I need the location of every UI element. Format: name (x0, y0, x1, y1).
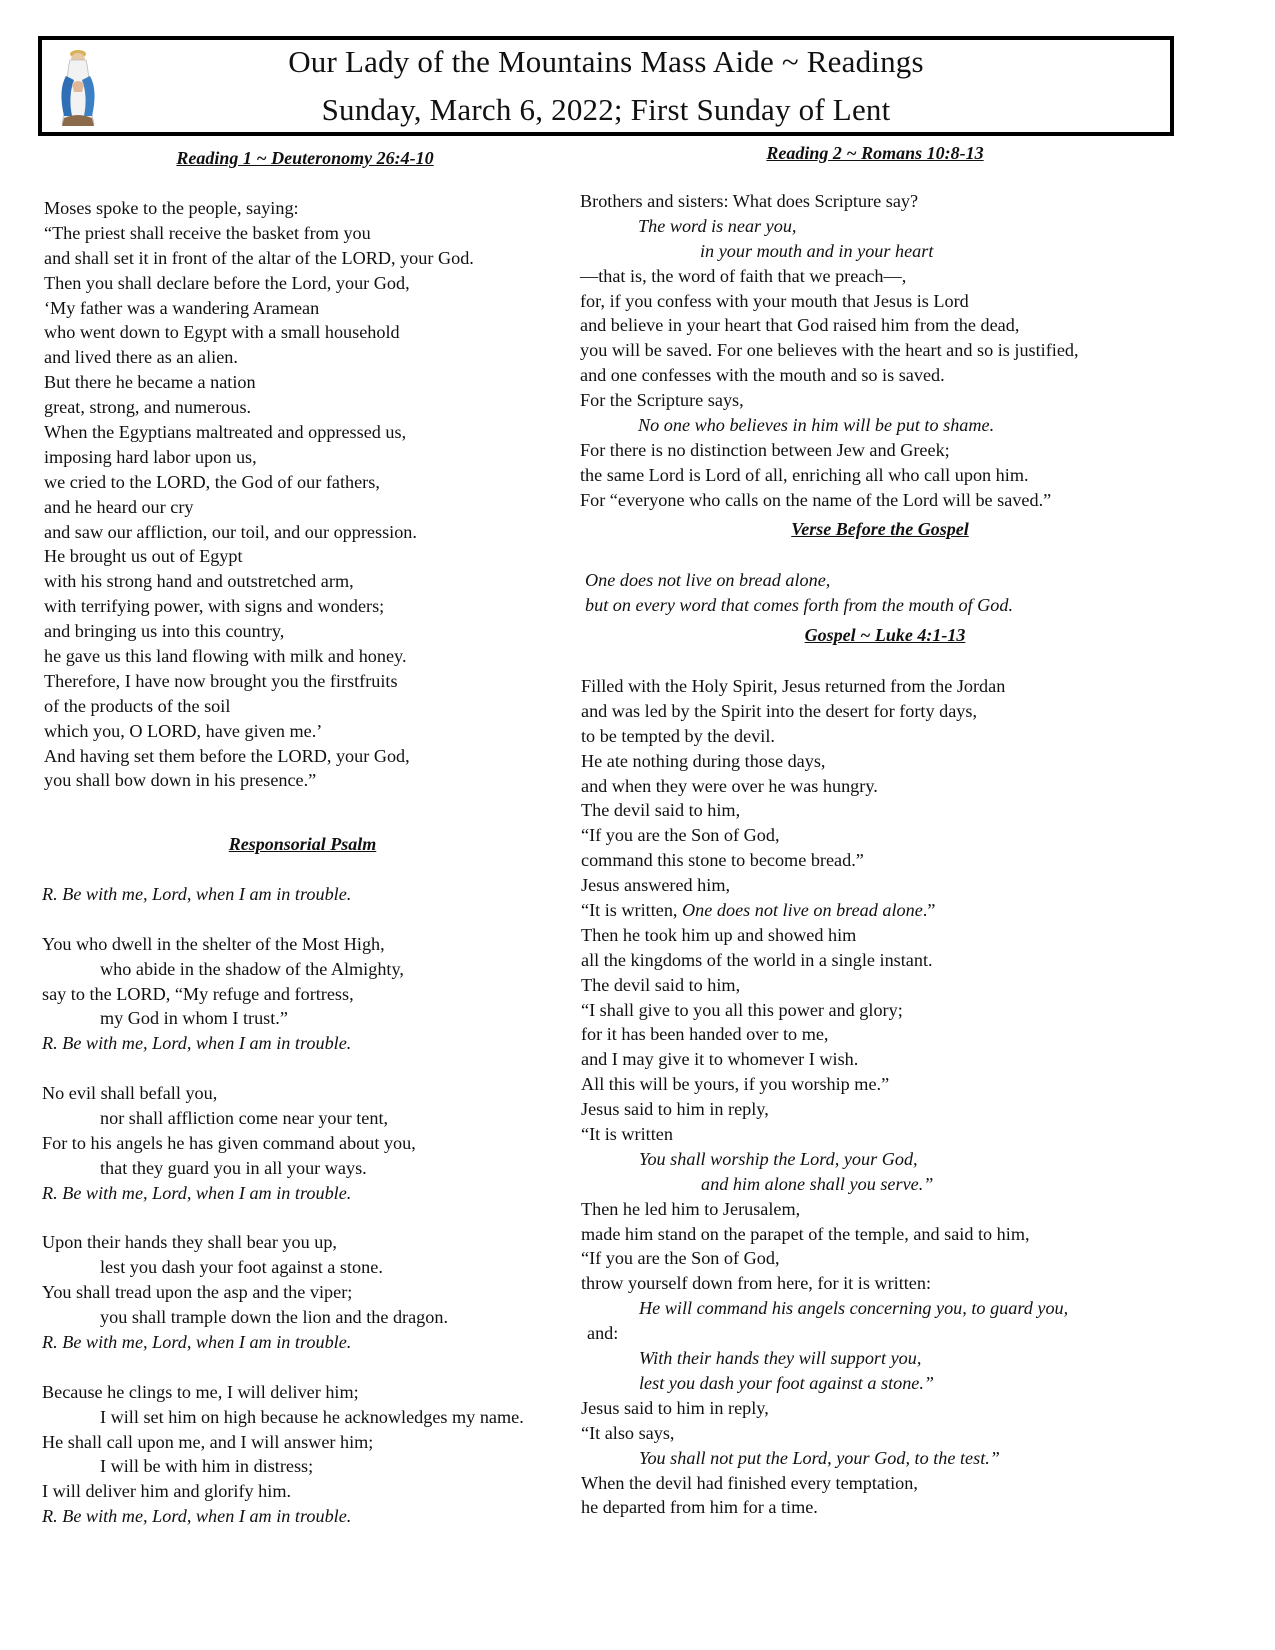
reading1-line: and he heard our cry (44, 496, 194, 517)
verse-body (585, 568, 1013, 618)
psalm-body (42, 882, 524, 1529)
reading2-line: For there is no distinction between Jew and Greek; (580, 439, 950, 460)
verse-line: but on every word that comes forth from the mouth of God. (585, 594, 1014, 615)
gospel-line: and when they were over he was hungry. (581, 775, 878, 796)
psalm-line: You who dwell in the shelter of the Most High, (42, 933, 385, 954)
psalm-line: For to his angels he has given command about you, (42, 1132, 416, 1153)
reading1-line: he gave us this land flowing with milk and honey. (44, 646, 407, 667)
gospel-line: and I may give it to whomever I wish. (581, 1049, 859, 1070)
psalm-line: He shall call upon me, and I will answer him; (42, 1431, 374, 1452)
psalm-line: lest you dash your foot against a stone. (100, 1257, 383, 1278)
gospel-line: With their hands they will support you, (639, 1348, 922, 1369)
gospel-line: “It is written (581, 1124, 673, 1145)
gospel-line: All this will be yours, if you worship me.” (581, 1074, 890, 1095)
reading1-line: And having set them before the LORD, your God, (44, 745, 410, 766)
gospel-line: and was led by the Spirit into the desert for forty days, (581, 700, 977, 721)
reading1-line: you shall bow down in his presence.” (44, 770, 317, 791)
reading2-line: you will be saved. For one believes with the heart and so is justified, (580, 340, 1079, 361)
gospel-line: and: (587, 1323, 619, 1344)
psalm-line: R. Be with me, Lord, when I am in trouble. (42, 1182, 352, 1203)
psalm-line: that they guard you in all your ways. (100, 1157, 367, 1178)
gospel-line: When the devil had finished every temptation, (581, 1472, 918, 1493)
gospel-line: lest you dash your foot against a stone.” (639, 1372, 935, 1393)
psalm-line: R. Be with me, Lord, when I am in trouble. (42, 1506, 352, 1527)
reading1-line: Moses spoke to the people, saying: (44, 198, 299, 218)
psalm-line: Because he clings to me, I will deliver him; (42, 1381, 359, 1402)
reading2-heading: Reading 2 ~ Romans 10:8-13 (766, 143, 984, 163)
psalm-line: my God in whom I trust.” (100, 1008, 288, 1029)
reading2-line: For “everyone who calls on the name of the Lord will be saved.” (580, 489, 1052, 510)
gospel-heading: Gospel ~ Luke 4:1-13 (804, 625, 966, 645)
reading2-line: Brothers and sisters: What does Scripture say? (580, 191, 919, 211)
psalm-line (42, 1206, 524, 1231)
verse-heading: Verse Before the Gospel (791, 519, 969, 539)
psalm-line: You shall tread upon the asp and the viper; (42, 1282, 353, 1303)
gospel-line: Jesus said to him in reply, (581, 1099, 769, 1120)
psalm-line: R. Be with me, Lord, when I am in trouble. (42, 1332, 352, 1353)
psalm-line (42, 1355, 524, 1380)
reading2-line: the same Lord is Lord of all, enriching all who call upon him. (580, 464, 1029, 485)
reading1-line: and saw our affliction, our toil, and our oppression. (44, 521, 417, 542)
gospel-line: Then he took him up and showed him (581, 924, 857, 945)
gospel-body (581, 674, 1068, 1520)
reading2-line: for, if you confess with your mouth that Jesus is Lord (580, 290, 969, 311)
reading2-line: —that is, the word of faith that we preach—, (580, 265, 907, 286)
gospel-line: “It is written, One does not live on bread alone.” (581, 900, 936, 921)
gospel-line: all the kingdoms of the world in a single instant. (581, 949, 933, 970)
header-box (38, 36, 1174, 136)
reading2-line: No one who believes in him will be put to shame. (638, 415, 995, 436)
reading2-body (580, 189, 1079, 513)
psalm-heading: Responsorial Psalm (228, 834, 377, 854)
reading2-line: For the Scripture says, (580, 390, 744, 411)
reading1-line: and lived there as an alien. (44, 347, 238, 368)
psalm-line: Upon their hands they shall bear you up, (42, 1232, 337, 1253)
reading2-line: in your mouth and in your heart (700, 240, 934, 261)
reading2-line: and believe in your heart that God raised him from the dead, (580, 315, 1020, 336)
psalm-line: nor shall affliction come near your tent, (100, 1108, 389, 1129)
gospel-line: made him stand on the parapet of the temple, and said to him, (581, 1223, 1030, 1244)
reading1-line: Therefore, I have now brought you the firstfruits (44, 670, 398, 691)
gospel-line: You shall not put the Lord, your God, to the test.” (639, 1447, 1000, 1468)
reading1-line: who went down to Egypt with a small household (44, 322, 400, 343)
gospel-line: He will command his angels concerning you, to guard you, (639, 1298, 1069, 1319)
page-title: Our Lady of the Mountains Mass Aide ~ Readings (288, 44, 924, 79)
gospel-line: The devil said to him, (581, 800, 741, 821)
gospel-line: You shall worship the Lord, your God, (639, 1148, 918, 1169)
reading1-line: with his strong hand and outstretched arm, (44, 571, 354, 592)
gospel-line: “It also says, (581, 1422, 675, 1443)
reading1-line: great, strong, and numerous. (44, 397, 252, 418)
gospel-line: “If you are the Son of God, (581, 1248, 780, 1269)
reading1-line: which you, O LORD, have given me.’ (44, 720, 323, 741)
psalm-line: who abide in the shadow of the Almighty, (100, 958, 404, 979)
page-subtitle: Sunday, March 6, 2022; First Sunday of Lent (321, 92, 891, 127)
reading1-line: But there he became a nation (44, 372, 256, 393)
gospel-line: Then he led him to Jerusalem, (581, 1198, 801, 1219)
gospel-line: command this stone to become bread.” (581, 850, 864, 871)
reading1-line: Then you shall declare before the Lord, your God, (44, 272, 410, 293)
verse-line: One does not live on bread alone, (585, 570, 831, 590)
gospel-line: He ate nothing during those days, (581, 750, 826, 771)
psalm-line: R. Be with me, Lord, when I am in trouble. (42, 884, 352, 904)
gospel-line: “If you are the Son of God, (581, 825, 780, 846)
gospel-line: for it has been handed over to me, (581, 1024, 829, 1045)
reading1-line: imposing hard labor upon us, (44, 446, 257, 467)
reading1-line: ‘My father was a wandering Aramean (44, 297, 320, 318)
reading1-line: “The priest shall receive the basket from you (44, 222, 371, 243)
reading1-line: He brought us out of Egypt (44, 546, 243, 567)
psalm-line: R. Be with me, Lord, when I am in trouble. (42, 1033, 352, 1054)
gospel-line: The devil said to him, (581, 974, 741, 995)
reading1-body (44, 196, 474, 793)
psalm-line (42, 1056, 524, 1081)
psalm-line: I will set him on high because he acknowledges my name. (100, 1406, 524, 1427)
gospel-line: “I shall give to you all this power and glory; (581, 999, 903, 1020)
gospel-line: throw yourself down from here, for it is written: (581, 1273, 932, 1294)
reading1-line: When the Egyptians maltreated and oppressed us, (44, 422, 407, 443)
psalm-line (42, 907, 524, 932)
gospel-line: to be tempted by the devil. (581, 725, 775, 746)
gospel-line: Jesus answered him, (581, 875, 731, 896)
gospel-line: and him alone shall you serve.” (701, 1173, 934, 1194)
gospel-line: Jesus said to him in reply, (581, 1397, 769, 1418)
psalm-line: say to the LORD, “My refuge and fortress, (42, 983, 354, 1004)
psalm-line: you shall trample down the lion and the dragon. (100, 1307, 449, 1328)
reading1-heading: Reading 1 ~ Deuteronomy 26:4-10 (176, 148, 434, 168)
reading1-line: and bringing us into this country, (44, 621, 285, 642)
reading1-line: with terrifying power, with signs and wonders; (44, 596, 385, 617)
reading1-line: of the products of the soil (44, 695, 231, 716)
gospel-line: Filled with the Holy Spirit, Jesus returned from the Jordan (581, 676, 1006, 696)
psalm-line: No evil shall befall you, (42, 1083, 218, 1104)
reading1-line: we cried to the LORD, the God of our fathers, (44, 471, 380, 492)
reading2-line: and one confesses with the mouth and so is saved. (580, 365, 945, 386)
reading2-line: The word is near you, (638, 215, 797, 236)
psalm-line: I will deliver him and glorify him. (42, 1481, 292, 1502)
gospel-line: he departed from him for a time. (581, 1497, 818, 1518)
psalm-line: I will be with him in distress; (100, 1456, 314, 1477)
reading1-line: and shall set it in front of the altar of the LORD, your God. (44, 247, 474, 268)
